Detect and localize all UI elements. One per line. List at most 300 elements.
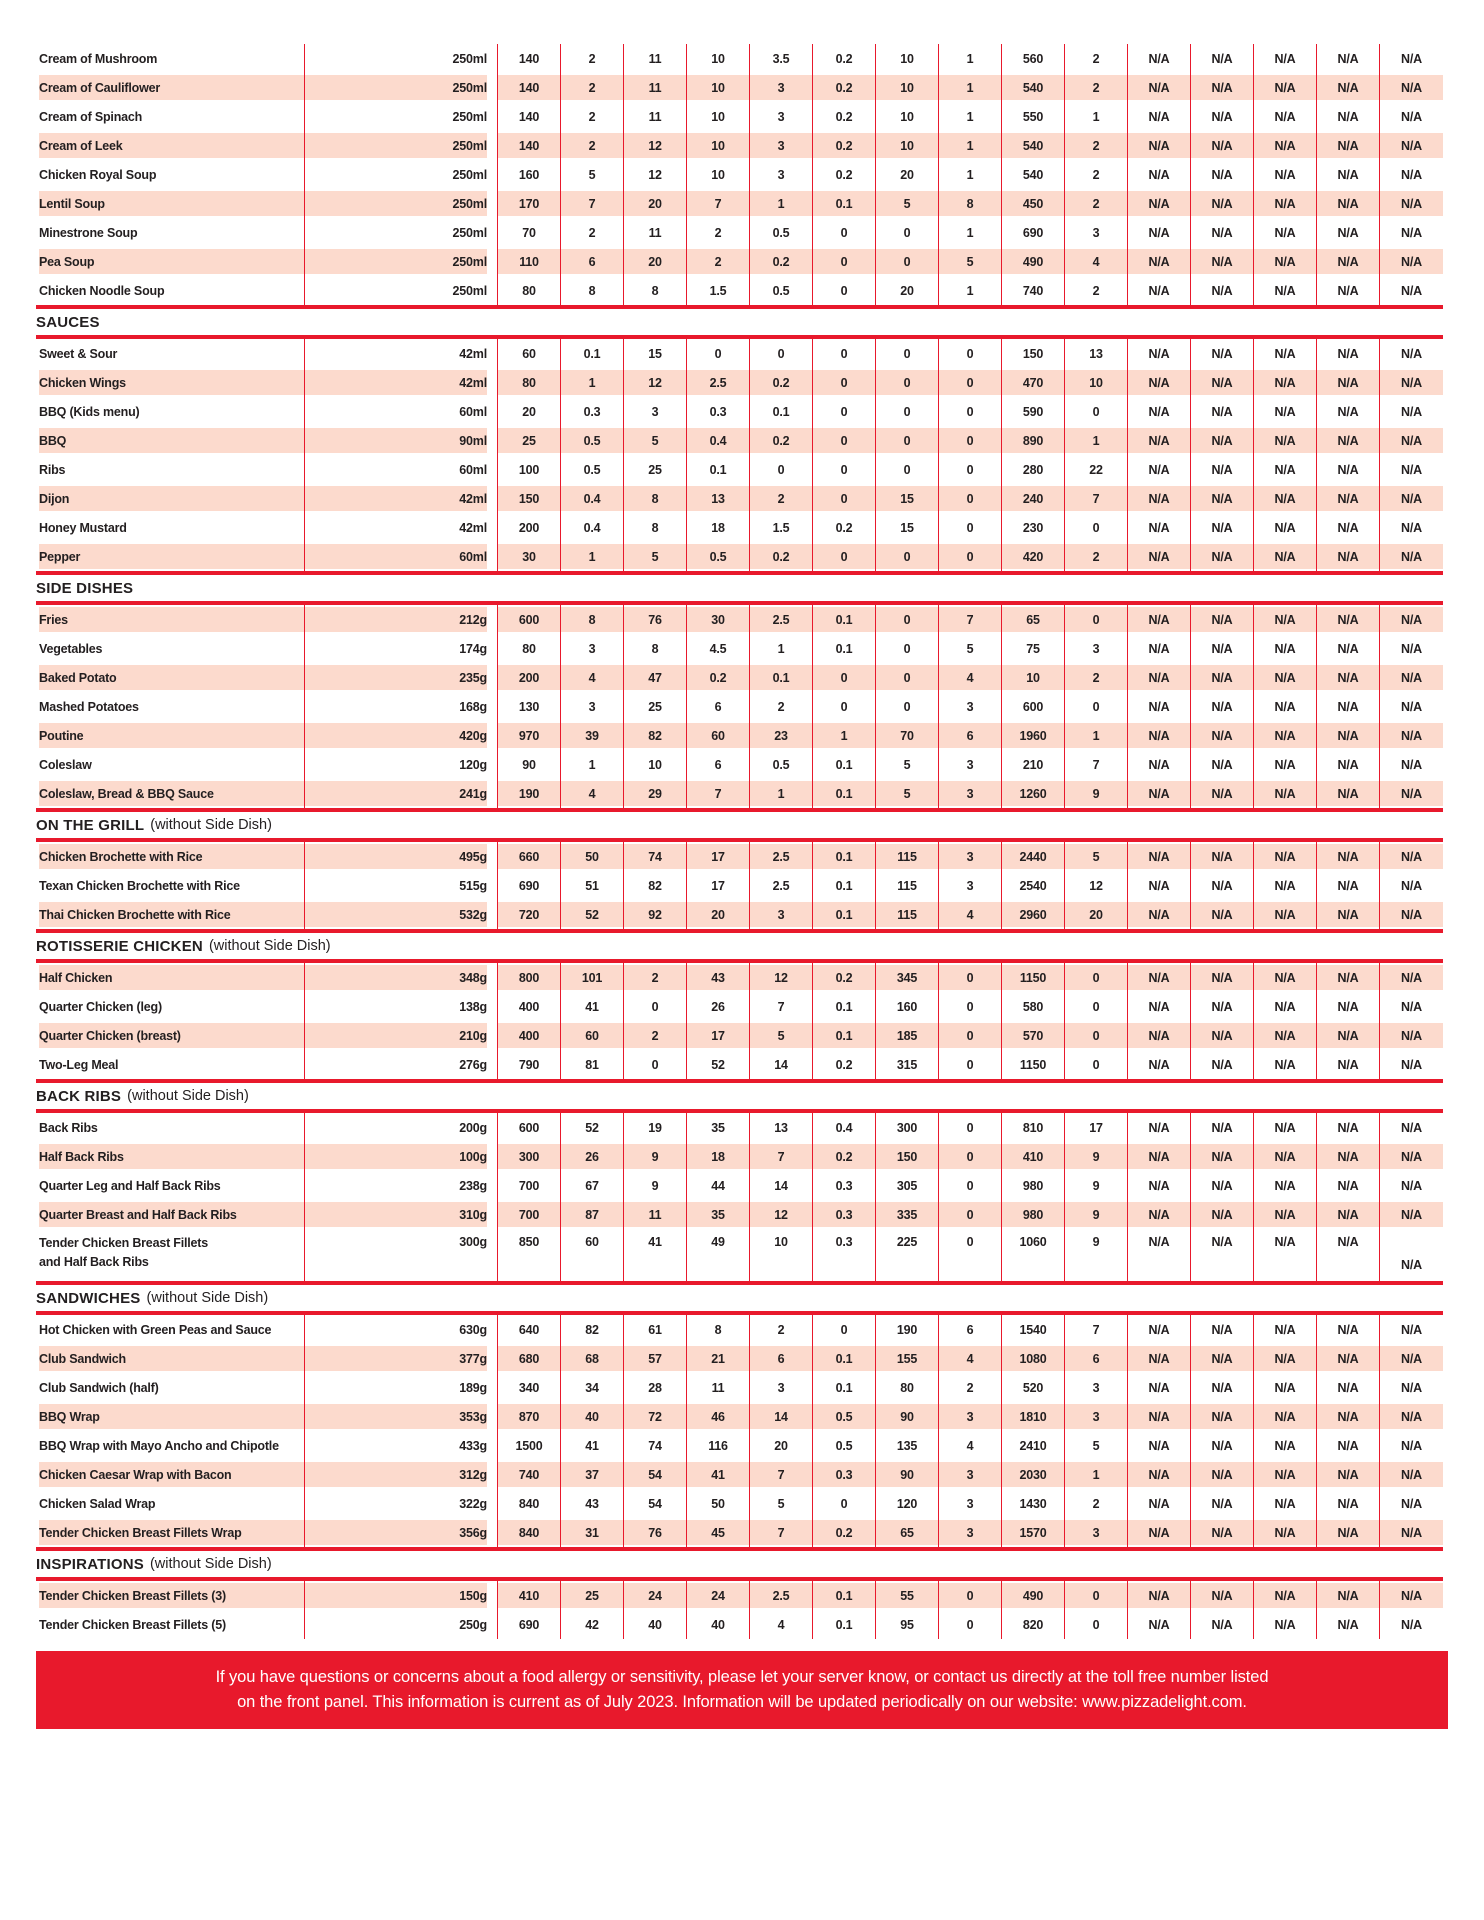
na-cell: N/A <box>1254 484 1317 513</box>
value-cell: 6 <box>939 721 1002 750</box>
section-title: SANDWICHES <box>36 1289 141 1307</box>
value-cell: 13 <box>750 1113 813 1142</box>
na-cell: N/A <box>1254 871 1317 900</box>
value-cell: 1 <box>939 276 1002 305</box>
value-cell: 15 <box>624 339 687 368</box>
value-cell: 0.2 <box>813 131 876 160</box>
item-name: Chicken Wings <box>36 368 305 397</box>
value-cell: 7 <box>750 1460 813 1489</box>
na-cell: N/A <box>1191 1518 1254 1547</box>
item-name: Pepper <box>36 542 305 571</box>
table-row <box>36 779 1484 808</box>
value-cell: 2.5 <box>687 368 750 397</box>
item-name: Hot Chicken with Green Peas and Sauce <box>36 1315 305 1344</box>
value-cell: 600 <box>498 605 561 634</box>
table-row <box>36 339 1484 368</box>
value-cell: 10 <box>687 131 750 160</box>
table-row <box>36 513 1484 542</box>
value-cell: 0.2 <box>813 1142 876 1171</box>
value-cell: 3 <box>750 1373 813 1402</box>
value-cell: 3 <box>624 397 687 426</box>
value-cell: 30 <box>687 605 750 634</box>
na-cell: N/A <box>1191 397 1254 426</box>
serving-size: 210g <box>305 1021 498 1050</box>
value-cell: 135 <box>876 1431 939 1460</box>
value-cell: 280 <box>1002 455 1065 484</box>
value-cell: 0 <box>813 1489 876 1518</box>
serving-size: 60ml <box>305 542 498 571</box>
na-cell: N/A <box>1401 167 1422 182</box>
na-cell: N/A <box>1254 900 1317 929</box>
na-cell: N/A <box>1317 1373 1380 1402</box>
na-cell: N/A <box>1317 276 1380 305</box>
value-cell: 10 <box>876 131 939 160</box>
value-cell: 0 <box>813 484 876 513</box>
na-cell: N/A <box>1254 692 1317 721</box>
na-cell: N/A <box>1254 1229 1317 1281</box>
value-cell: 3 <box>939 750 1002 779</box>
value-cell: 61 <box>624 1315 687 1344</box>
value-cell: 25 <box>624 692 687 721</box>
na-cell: N/A <box>1254 605 1317 634</box>
serving-size: 515g <box>305 871 498 900</box>
value-cell: 7 <box>687 779 750 808</box>
serving-size: 250ml <box>305 131 498 160</box>
item-name: BBQ Wrap with Mayo Ancho and Chipotle <box>36 1431 305 1460</box>
value-cell: 3 <box>939 842 1002 871</box>
na-cell: N/A <box>1317 368 1380 397</box>
value-cell: 4 <box>939 1344 1002 1373</box>
item-name: Club Sandwich <box>36 1344 305 1373</box>
value-cell: 0 <box>939 1113 1002 1142</box>
na-cell: N/A <box>1128 900 1191 929</box>
value-cell: 45 <box>687 1518 750 1547</box>
na-cell: N/A <box>1191 1489 1254 1518</box>
value-cell: 1 <box>561 750 624 779</box>
na-cell: N/A <box>1401 999 1422 1014</box>
value-cell: 10 <box>1002 663 1065 692</box>
value-cell: 12 <box>750 1200 813 1229</box>
value-cell: 29 <box>624 779 687 808</box>
value-cell: 6 <box>687 692 750 721</box>
table-row <box>36 102 1484 131</box>
item-name-line2: and Half Back Ribs <box>39 1255 149 1269</box>
value-cell: 19 <box>624 1113 687 1142</box>
value-cell: 8 <box>624 634 687 663</box>
value-cell: 0 <box>1065 1050 1128 1079</box>
value-cell: 70 <box>498 218 561 247</box>
value-cell: 0.1 <box>813 605 876 634</box>
na-cell: N/A <box>1128 1229 1191 1281</box>
value-cell: 2.5 <box>750 871 813 900</box>
value-cell: 0 <box>750 339 813 368</box>
item-name: Lentil Soup <box>36 189 305 218</box>
value-cell: 540 <box>1002 131 1065 160</box>
na-cell: N/A <box>1128 426 1191 455</box>
value-cell: 660 <box>498 842 561 871</box>
value-cell: 41 <box>687 1460 750 1489</box>
value-cell: 1960 <box>1002 721 1065 750</box>
na-cell: N/A <box>1380 426 1443 455</box>
na-cell: N/A <box>1401 346 1422 361</box>
value-cell: 0.4 <box>813 1113 876 1142</box>
table-row <box>36 1021 1484 1050</box>
na-cell: N/A <box>1128 692 1191 721</box>
na-cell: N/A <box>1317 1581 1380 1610</box>
na-cell: N/A <box>1401 283 1422 298</box>
value-cell: 9 <box>1065 1142 1128 1171</box>
value-cell: 1 <box>939 44 1002 73</box>
value-cell: 92 <box>624 900 687 929</box>
na-cell: N/A <box>1191 1402 1254 1431</box>
na-cell: N/A <box>1254 750 1317 779</box>
value-cell: 2 <box>750 1315 813 1344</box>
na-cell: N/A <box>1128 842 1191 871</box>
value-cell: 8 <box>561 276 624 305</box>
na-cell: N/A <box>1317 131 1380 160</box>
na-cell: N/A <box>1317 1402 1380 1431</box>
value-cell: 0 <box>939 1610 1002 1639</box>
serving-size: 348g <box>305 963 498 992</box>
value-cell: 0 <box>1065 1610 1128 1639</box>
value-cell: 810 <box>1002 1113 1065 1142</box>
value-cell: 1.5 <box>687 276 750 305</box>
na-cell: N/A <box>1380 1142 1443 1171</box>
value-cell: 0 <box>876 692 939 721</box>
value-cell: 17 <box>1065 1113 1128 1142</box>
value-cell: 0.1 <box>813 1581 876 1610</box>
na-cell: N/A <box>1128 455 1191 484</box>
value-cell: 3 <box>1065 1402 1128 1431</box>
value-cell: 0.1 <box>813 1021 876 1050</box>
table-row <box>36 131 1484 160</box>
value-cell: 115 <box>876 871 939 900</box>
section-header <box>36 305 1443 339</box>
na-cell: N/A <box>1191 871 1254 900</box>
value-cell: 35 <box>687 1113 750 1142</box>
value-cell: 0 <box>1065 1581 1128 1610</box>
value-cell: 52 <box>561 900 624 929</box>
na-cell: N/A <box>1128 1518 1191 1547</box>
na-cell: N/A <box>1380 1518 1443 1547</box>
na-cell: N/A <box>1128 1315 1191 1344</box>
na-cell: N/A <box>1191 73 1254 102</box>
value-cell: 5 <box>939 634 1002 663</box>
value-cell: 140 <box>498 73 561 102</box>
na-cell: N/A <box>1191 634 1254 663</box>
value-cell: 160 <box>876 992 939 1021</box>
value-cell: 0.1 <box>750 397 813 426</box>
serving-size: 200g <box>305 1113 498 1142</box>
item-name: Honey Mustard <box>36 513 305 542</box>
table-row <box>36 1142 1484 1171</box>
value-cell: 54 <box>624 1489 687 1518</box>
value-cell: 82 <box>624 721 687 750</box>
value-cell: 200 <box>498 513 561 542</box>
value-cell: 570 <box>1002 1021 1065 1050</box>
value-cell: 0.1 <box>813 1373 876 1402</box>
na-cell: N/A <box>1317 160 1380 189</box>
value-cell: 410 <box>1002 1142 1065 1171</box>
value-cell: 5 <box>750 1021 813 1050</box>
value-cell: 0.1 <box>813 1344 876 1373</box>
value-cell: 400 <box>498 992 561 1021</box>
na-cell: N/A <box>1380 779 1443 808</box>
na-cell: N/A <box>1401 520 1422 535</box>
item-name: BBQ (Kids menu) <box>36 397 305 426</box>
value-cell: 35 <box>687 1200 750 1229</box>
serving-size: 322g <box>305 1489 498 1518</box>
value-cell: 3 <box>939 1460 1002 1489</box>
na-cell: N/A <box>1317 605 1380 634</box>
value-cell: 0.2 <box>813 513 876 542</box>
value-cell: 840 <box>498 1518 561 1547</box>
value-cell: 115 <box>876 842 939 871</box>
table-row <box>36 1489 1484 1518</box>
na-cell: N/A <box>1254 663 1317 692</box>
section-header <box>36 1079 1443 1113</box>
value-cell: 490 <box>1002 1581 1065 1610</box>
item-name: Minestrone Soup <box>36 218 305 247</box>
na-cell: N/A <box>1254 963 1317 992</box>
value-cell: 2 <box>687 247 750 276</box>
item-name-line1: Tender Chicken Breast Fillets <box>39 1236 209 1250</box>
value-cell: 0 <box>939 1229 1002 1281</box>
serving-size: 42ml <box>305 484 498 513</box>
value-cell: 0.1 <box>561 339 624 368</box>
value-cell: 57 <box>624 1344 687 1373</box>
na-cell: N/A <box>1128 542 1191 571</box>
na-cell: N/A <box>1380 963 1443 992</box>
value-cell: 42 <box>561 1610 624 1639</box>
value-cell: 590 <box>1002 397 1065 426</box>
value-cell: 315 <box>876 1050 939 1079</box>
value-cell: 7 <box>750 992 813 1021</box>
na-cell: N/A <box>1401 462 1422 477</box>
value-cell: 1810 <box>1002 1402 1065 1431</box>
value-cell: 305 <box>876 1171 939 1200</box>
serving-size: 250ml <box>305 160 498 189</box>
na-cell: N/A <box>1191 368 1254 397</box>
value-cell: 3 <box>1065 1518 1128 1547</box>
table-row <box>36 634 1484 663</box>
na-cell: N/A <box>1128 247 1191 276</box>
footer-line2: on the front panel. This information is current as of July 2023. Information will be updated periodically on our website: www.pizzadelight.com. <box>237 1693 1247 1711</box>
value-cell: 12 <box>624 160 687 189</box>
serving-size: 212g <box>305 605 498 634</box>
value-cell: 345 <box>876 963 939 992</box>
value-cell: 80 <box>498 368 561 397</box>
item-name: Chicken Noodle Soup <box>36 276 305 305</box>
value-cell: 700 <box>498 1171 561 1200</box>
table-row <box>36 1171 1484 1200</box>
na-cell: N/A <box>1254 339 1317 368</box>
na-cell: N/A <box>1254 276 1317 305</box>
value-cell: 0 <box>813 542 876 571</box>
na-cell: N/A <box>1128 44 1191 73</box>
value-cell: 3 <box>561 634 624 663</box>
value-cell: 0 <box>939 513 1002 542</box>
value-cell: 5 <box>876 750 939 779</box>
item-name: Half Chicken <box>36 963 305 992</box>
value-cell: 50 <box>561 842 624 871</box>
table-row <box>36 1581 1484 1610</box>
value-cell: 9 <box>1065 1229 1128 1281</box>
na-cell: N/A <box>1254 1142 1317 1171</box>
value-cell: 0.1 <box>813 750 876 779</box>
value-cell: 740 <box>1002 276 1065 305</box>
na-cell: N/A <box>1254 160 1317 189</box>
value-cell: 0.5 <box>813 1431 876 1460</box>
footer-line1: If you have questions or concerns about a food allergy or sensitivity, please let your server know, or contact us directly at the toll free number listed <box>215 1668 1269 1686</box>
na-cell: N/A <box>1191 1431 1254 1460</box>
value-cell: 1 <box>939 73 1002 102</box>
na-cell: N/A <box>1254 455 1317 484</box>
table-row <box>36 663 1484 692</box>
na-cell: N/A <box>1191 779 1254 808</box>
serving-size: 250ml <box>305 73 498 102</box>
na-cell: N/A <box>1317 1460 1380 1489</box>
na-cell: N/A <box>1254 513 1317 542</box>
value-cell: 41 <box>561 992 624 1021</box>
value-cell: 7 <box>1065 1315 1128 1344</box>
table-row <box>36 276 1484 305</box>
table-row <box>36 1200 1484 1229</box>
na-cell: N/A <box>1254 1431 1317 1460</box>
value-cell: 0 <box>876 397 939 426</box>
value-cell: 0.2 <box>750 368 813 397</box>
na-cell: N/A <box>1401 1258 1422 1272</box>
na-cell: N/A <box>1401 404 1422 419</box>
value-cell: 890 <box>1002 426 1065 455</box>
na-cell: N/A <box>1128 189 1191 218</box>
na-cell: N/A <box>1254 1460 1317 1489</box>
value-cell: 10 <box>687 160 750 189</box>
table-row <box>36 1373 1484 1402</box>
na-cell: N/A <box>1317 992 1380 1021</box>
item-name: Poutine <box>36 721 305 750</box>
na-cell: N/A <box>1401 1496 1422 1511</box>
value-cell: 100 <box>498 455 561 484</box>
na-cell: N/A <box>1317 1518 1380 1547</box>
value-cell: 24 <box>624 1581 687 1610</box>
value-cell: 6 <box>687 750 750 779</box>
value-cell: 0 <box>876 218 939 247</box>
value-cell: 300 <box>876 1113 939 1142</box>
value-cell: 20 <box>624 189 687 218</box>
item-name: Coleslaw <box>36 750 305 779</box>
value-cell: 14 <box>750 1171 813 1200</box>
value-cell: 0 <box>876 368 939 397</box>
value-cell: 6 <box>1065 1344 1128 1373</box>
item-name: Baked Potato <box>36 663 305 692</box>
value-cell: 40 <box>624 1610 687 1639</box>
item-name: BBQ Wrap <box>36 1402 305 1431</box>
na-cell: N/A <box>1317 1171 1380 1200</box>
na-cell: N/A <box>1380 131 1443 160</box>
value-cell: 150 <box>498 484 561 513</box>
na-cell: N/A <box>1128 1344 1191 1373</box>
na-cell: N/A <box>1254 247 1317 276</box>
serving-size: 174g <box>305 634 498 663</box>
serving-size: 250ml <box>305 218 498 247</box>
na-cell: N/A <box>1317 189 1380 218</box>
value-cell: 4.5 <box>687 634 750 663</box>
table-row <box>36 1460 1484 1489</box>
value-cell: 65 <box>876 1518 939 1547</box>
value-cell: 3 <box>939 779 1002 808</box>
value-cell: 76 <box>624 1518 687 1547</box>
table-row <box>36 484 1484 513</box>
value-cell: 3 <box>750 73 813 102</box>
serving-size: 310g <box>305 1200 498 1229</box>
table-row <box>36 1402 1484 1431</box>
na-cell: N/A <box>1191 1113 1254 1142</box>
item-name: BBQ <box>36 426 305 455</box>
value-cell: 580 <box>1002 992 1065 1021</box>
value-cell: 0 <box>876 426 939 455</box>
section-header <box>36 808 1443 842</box>
value-cell: 210 <box>1002 750 1065 779</box>
value-cell: 1060 <box>1002 1229 1065 1281</box>
na-cell: N/A <box>1317 1021 1380 1050</box>
value-cell: 25 <box>498 426 561 455</box>
value-cell: 3.5 <box>750 44 813 73</box>
value-cell: 87 <box>561 1200 624 1229</box>
serving-size: 42ml <box>305 368 498 397</box>
value-cell: 1.5 <box>750 513 813 542</box>
value-cell: 10 <box>1065 368 1128 397</box>
value-cell: 20 <box>687 900 750 929</box>
value-cell: 12 <box>1065 871 1128 900</box>
value-cell: 90 <box>876 1402 939 1431</box>
item-name: Thai Chicken Brochette with Rice <box>36 900 305 929</box>
item-name: Coleslaw, Bread & BBQ Sauce <box>36 779 305 808</box>
item-name: Cream of Leek <box>36 131 305 160</box>
value-cell: 1 <box>561 542 624 571</box>
table-row <box>36 218 1484 247</box>
section-suffix: (without Side Dish) <box>146 1290 269 1306</box>
value-cell: 17 <box>687 871 750 900</box>
section-title: SAUCES <box>36 313 100 331</box>
value-cell: 0 <box>939 963 1002 992</box>
na-cell: N/A <box>1401 1178 1422 1193</box>
section-suffix: (without Side Dish) <box>149 1556 272 1572</box>
value-cell: 120 <box>876 1489 939 1518</box>
na-cell: N/A <box>1191 218 1254 247</box>
table-row <box>36 750 1484 779</box>
value-cell: 12 <box>624 131 687 160</box>
item-name: Cream of Cauliflower <box>36 73 305 102</box>
item-name: Cream of Spinach <box>36 102 305 131</box>
na-cell: N/A <box>1317 1050 1380 1079</box>
serving-size: 189g <box>305 1373 498 1402</box>
value-cell: 0 <box>939 1050 1002 1079</box>
value-cell: 410 <box>498 1581 561 1610</box>
value-cell: 17 <box>687 1021 750 1050</box>
value-cell: 5 <box>561 160 624 189</box>
na-cell: N/A <box>1380 189 1443 218</box>
value-cell: 49 <box>687 1229 750 1281</box>
value-cell: 41 <box>624 1229 687 1281</box>
na-cell: N/A <box>1128 339 1191 368</box>
value-cell: 690 <box>498 871 561 900</box>
value-cell: 240 <box>1002 484 1065 513</box>
value-cell: 0.1 <box>813 189 876 218</box>
item-name: Cream of Mushroom <box>36 44 305 73</box>
value-cell: 0 <box>1065 963 1128 992</box>
value-cell: 2.5 <box>750 1581 813 1610</box>
